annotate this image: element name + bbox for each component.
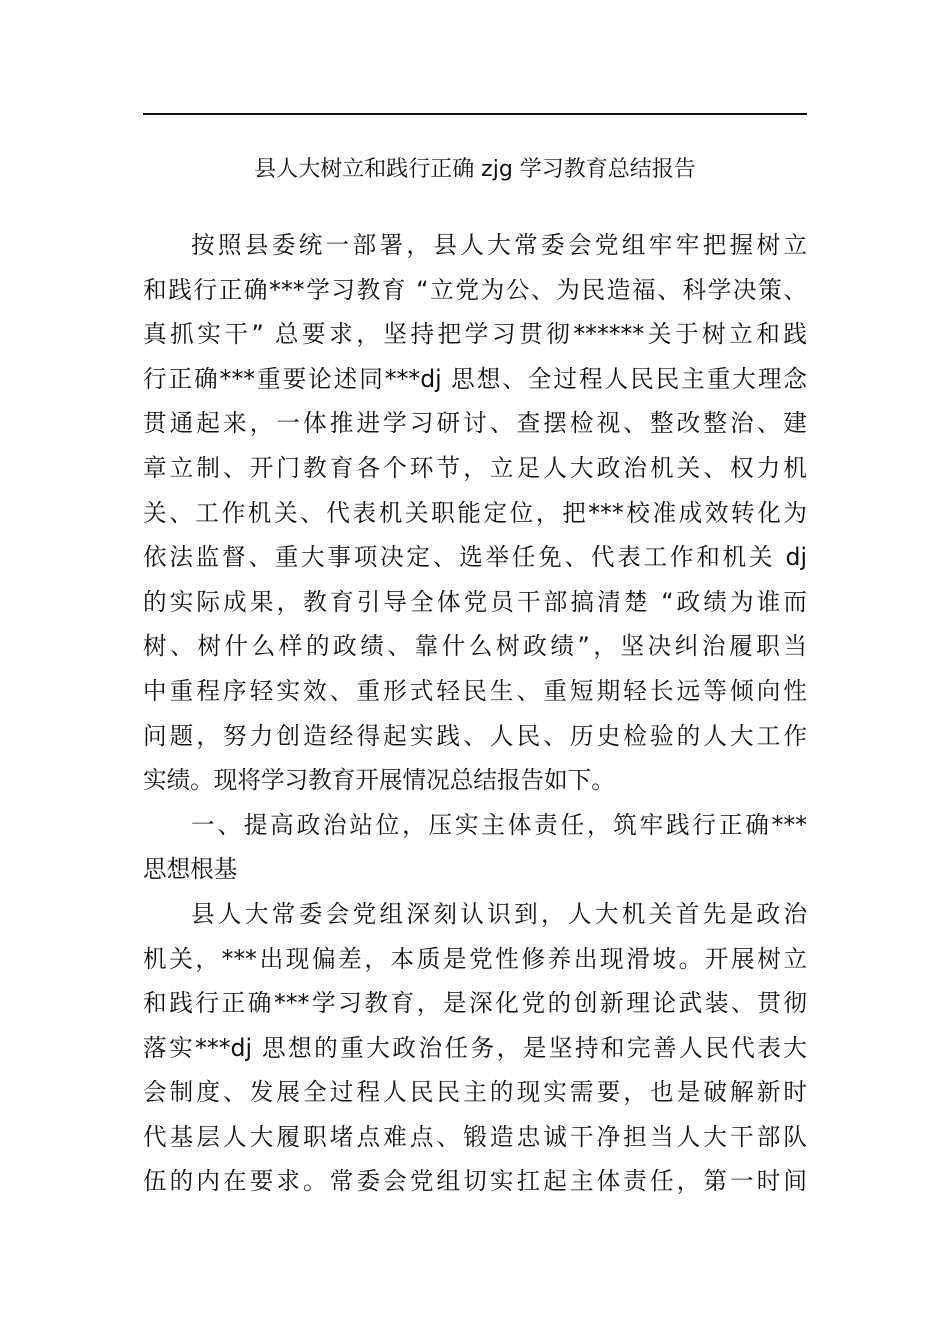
text-line: 和践行正确***学习教育 “立党为公、为民造福、科学决策、	[143, 275, 807, 304]
text-line: 机关，***出现偏差，本质是党性修养出现滑坡。开展树立	[143, 944, 807, 973]
text-line: 依法监督、重大事项决定、选举任免、代表工作和机关 dj	[143, 543, 807, 572]
text-line: 伍的内在要求。常委会党组切实扛起主体责任，第一时间	[143, 1167, 807, 1196]
text-line: 贯通起来，一体推进学习研讨、查摆检视、整改整治、建	[143, 409, 807, 438]
document-title: 县人大树立和践行正确 zjg 学习教育总结报告	[254, 157, 696, 182]
document-body	[143, 223, 807, 1204]
text-line: 和践行正确***学习教育，是深化党的创新理论武装、贯彻	[143, 989, 807, 1018]
text-line: 树、树什么样的政绩、靠什么树政绩”，坚决纠治履职当	[143, 632, 807, 661]
text-line: 按照县委统一部署，县人大常委会党组牢牢把握树立	[191, 231, 807, 259]
text-line: 中重程序轻实效、重形式轻民生、重短期轻长远等倾向性	[143, 676, 807, 705]
header-rule	[143, 113, 807, 115]
text-line: 一、提高政治站位，压实主体责任，筑牢践行正确***	[191, 810, 807, 839]
text-line: 实绩。现将学习教育开展情况总结报告如下。	[143, 766, 615, 795]
text-line: 代基层人大履职堵点难点、锻造忠诚干净担当人大干部队	[143, 1122, 807, 1151]
text-line: 真抓实干” 总要求，坚持把学习贯彻******关于树立和践	[143, 320, 807, 349]
text-line: 思想根基	[143, 855, 238, 884]
text-line: 会制度、发展全过程人民民主的现实需要，也是破解新时	[143, 1078, 807, 1107]
text-line: 章立制、开门教育各个环节，立足人大政治机关、权力机	[143, 453, 807, 482]
text-line: 落实***dj 思想的重大政治任务，是坚持和完善人民代表大	[143, 1033, 807, 1062]
text-line: 关、工作机关、代表机关职能定位，把***校准成效转化为	[143, 498, 807, 527]
text-line: 县人大常委会党组深刻认识到，人大机关首先是政治	[191, 899, 807, 928]
text-line: 行正确***重要论述同***dj 思想、全过程人民民主重大理念	[143, 364, 807, 393]
text-line: 问题，努力创造经得起实践、人民、历史检验的人大工作	[143, 721, 807, 750]
text-line: 的实际成果，教育引导全体党员干部搞清楚 “政绩为谁而	[143, 587, 807, 616]
